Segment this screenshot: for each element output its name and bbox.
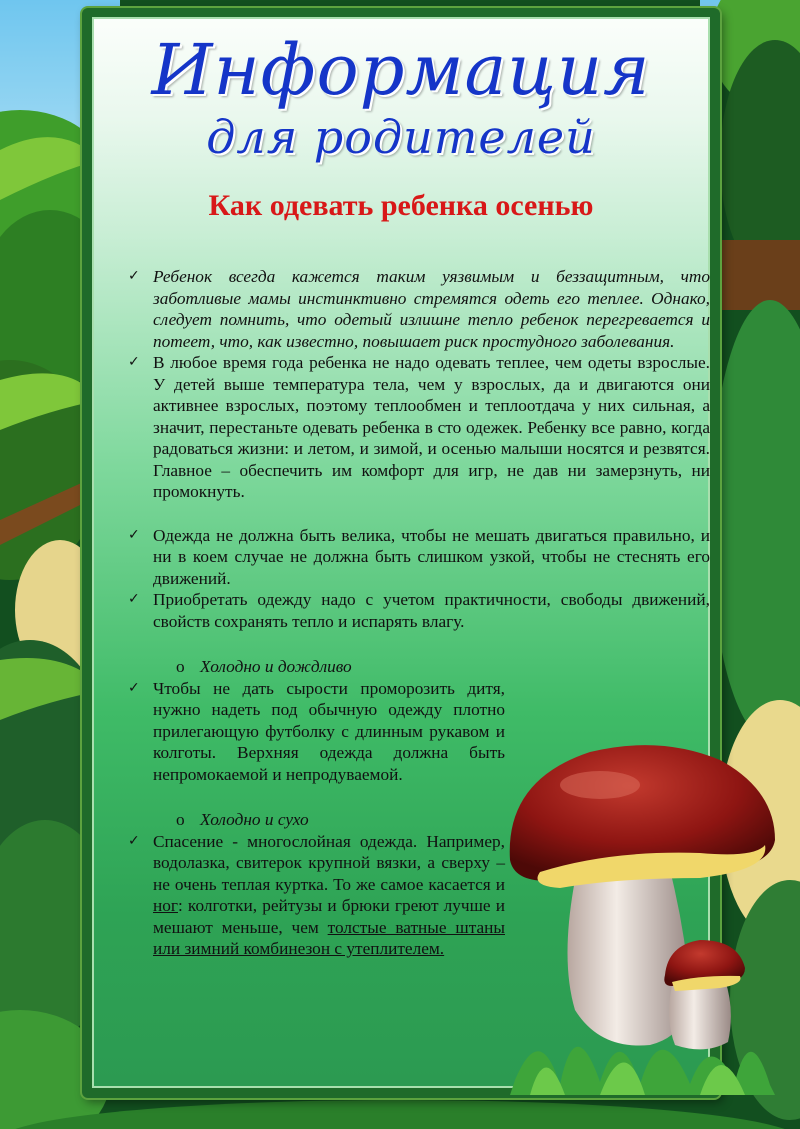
check-icon: ✓ — [128, 679, 140, 696]
item-text: Приобретать одежду надо с учетом практичности, свободы движений, свойств сохранять тепло и испарять влагу. — [153, 590, 710, 631]
item-text: Ребенок всегда кажется таким уязвимым и беззащитным, что заботливые мамы инстинктивно стремятся одеть его теплее. Однако, следует помнить, что одетый излишне тепло ребенок перегревается и потеет, что, как известно, повышает риск простудного заболевания. — [153, 267, 710, 351]
list-item — [120, 266, 710, 352]
check-icon: ✓ — [128, 354, 140, 370]
list-item — [120, 589, 710, 632]
check-icon: ✓ — [128, 832, 140, 849]
subheading-text: Холодно и дождливо — [200, 657, 352, 676]
underlined-word: ног — [153, 896, 178, 915]
item-text: В любое время года ребенка не надо одевать теплее, чем одеты взрослые. У детей выше температура тела, чем у взрослых, да и двигаются они активнее взрослых, поэтому теплообмен и теплоотдача у них сильная, а значит, перестаньте одевать ребенка в сто одежек. Ребенку все равно, когда радоваться жизни: и летом, и зимой, и осенью малыши носятся и резвятся. Главное – обеспечить им комфорт для игр, не дав ни замерзнуть, ни промокнуть. — [153, 353, 710, 501]
subheading — [120, 809, 710, 831]
subheading — [120, 656, 710, 678]
list-item — [120, 525, 710, 590]
circle-bullet-icon: o — [176, 810, 185, 829]
underlined-phrase: толстые ватные штаны или зимний комбинезон с утеплителем. — [153, 917, 505, 958]
topic-heading: Как одевать ребенка осенью — [208, 189, 594, 222]
list-item — [120, 678, 505, 786]
check-icon: ✓ — [128, 268, 140, 284]
item-text: Спасение - многослойная одежда. Например, водолазка, свитерок крупной вязки, а сверху – не очень теплая куртка. То же самое касается и ног: колготки, рейтузы и брюки греют лучше и мешают меньше, чем толстые ватные штаны или зимний комбинезон с утеплителем. — [153, 831, 505, 958]
page-title: Информация — [151, 29, 651, 111]
check-icon: ✓ — [128, 526, 140, 543]
item-text: Чтобы не дать сырости проморозить дитя, нужно надеть под обычную одежду плотно прилегающую футболку с длинным рукавом и колготы. Верхняя одежда должна быть непромокаемой и непродуваемой. — [153, 678, 505, 784]
page-subtitle: для родителей — [206, 110, 596, 164]
item-text: Одежда не должна быть велика, чтобы не мешать двигаться правильно, и ни в коем случае не должна быть слишком узкой, чтобы не стеснять его движений. — [153, 525, 710, 588]
article-body — [120, 266, 710, 960]
check-icon: ✓ — [128, 591, 140, 607]
subheading-text: Холодно и сухо — [200, 810, 309, 829]
circle-bullet-icon: o — [176, 657, 185, 676]
list-item — [120, 352, 710, 503]
list-item — [120, 831, 505, 960]
